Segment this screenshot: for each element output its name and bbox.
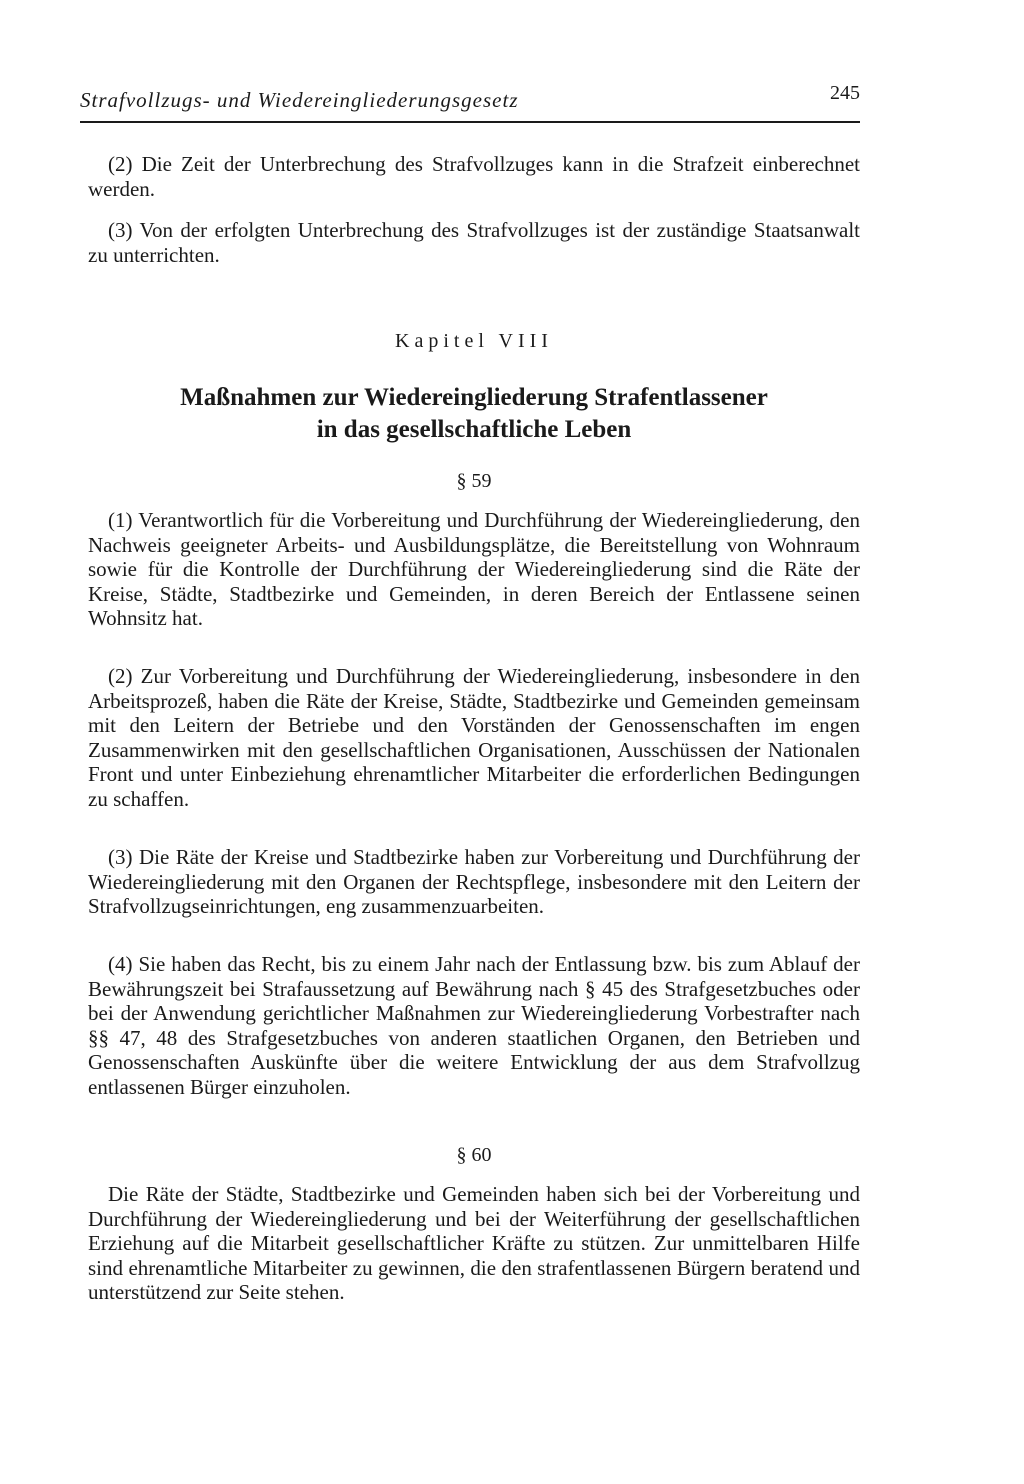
paragraph-interruption-2: (2) Die Zeit der Unterbrechung des Strafvollzuges kann in die Strafzeit einberechnet werden. — [88, 152, 860, 201]
section-60-heading: § 60 — [456, 1144, 492, 1166]
chapter-title — [88, 382, 860, 446]
header-rule — [80, 121, 860, 123]
paragraph-interruption-3: (3) Von der erfolgten Unterbrechung des Strafvollzuges ist der zuständige Staatsanwalt zu unterrichten. — [88, 218, 860, 267]
chapter-title-line-1: Maßnahmen zur Wiedereingliederung Strafentlassener — [180, 384, 768, 411]
section-59-heading: § 59 — [456, 470, 492, 492]
page-number: 245 — [830, 82, 860, 104]
chapter-title-line-2: in das gesellschaftliche Leben — [316, 416, 632, 443]
chapter-label: Kapitel VIII — [395, 330, 553, 352]
page-header — [80, 82, 860, 122]
section-59-paragraph-4: (4) Sie haben das Recht, bis zu einem Jahr nach der Entlassung bzw. bis zum Ablauf der Bewährungszeit bei Strafaussetzung auf Bewährung nach § 45 des Strafgesetzbuches oder bei der Anwendung gerichtlicher Maßnahmen zur Wiedereingliederung Vorbestrafter nach §§ 47, 48 des Strafgesetzbuches von anderen staatlichen Organen, den Betrieben und Genossenschaften Auskünfte über die weitere Entwicklung der aus dem Strafvollzug entlassenen Bürger einzuholen. — [88, 952, 860, 1099]
section-59-paragraph-1: (1) Verantwortlich für die Vorbereitung und Durchführung der Wiedereingliederung, den Nachweis geeigneter Arbeits- und Ausbildungsplätze, die Bereitstellung von Wohnraum sowie für die Kontrolle der Durchführung der Wiedereingliederung sind die Räte der Kreise, Städte, Stadtbezirke und Gemeinden, in deren Bereich der Entlassene seinen Wohnsitz hat. — [88, 508, 860, 630]
section-60-paragraph: Die Räte der Städte, Stadtbezirke und Gemeinden haben sich bei der Vorbereitung und Durchführung der Wiedereingliederung und bei der Weiterführung der gesellschaftlichen Erziehung auf die Mitarbeit gesellschaftlicher Kräfte zu stützen. Zur unmittelbaren Hilfe sind ehrenamtliche Mitarbeiter zu gewinnen, die den strafentlassenen Bürgern beratend und unterstützend zur Seite stehen. — [88, 1182, 860, 1304]
section-59-paragraph-3: (3) Die Räte der Kreise und Stadtbezirke haben zur Vorbereitung und Durchführung der Wiedereingliederung mit den Organen der Rechtspflege, insbesondere mit den Leitern der Strafvollzugseinrichtungen, eng zusammenzuarbeiten. — [88, 845, 860, 918]
running-title: Strafvollzugs- und Wiedereingliederungsgesetz — [80, 88, 519, 112]
section-59-paragraph-2: (2) Zur Vorbereitung und Durchführung der Wiedereingliederung, insbesondere in den Arbeitsprozeß, haben die Räte der Kreise, Städte, Stadtbezirke und Gemeinden gemeinsam mit den Leitern der Betriebe und den Vorständen der Genossenschaften im engen Zusammenwirken mit den gesellschaftlichen Organisationen, Ausschüssen der Nationalen Front und unter Einbeziehung ehrenamtlicher Mitarbeiter die erforderlichen Bedingungen zu schaffen. — [88, 664, 860, 811]
